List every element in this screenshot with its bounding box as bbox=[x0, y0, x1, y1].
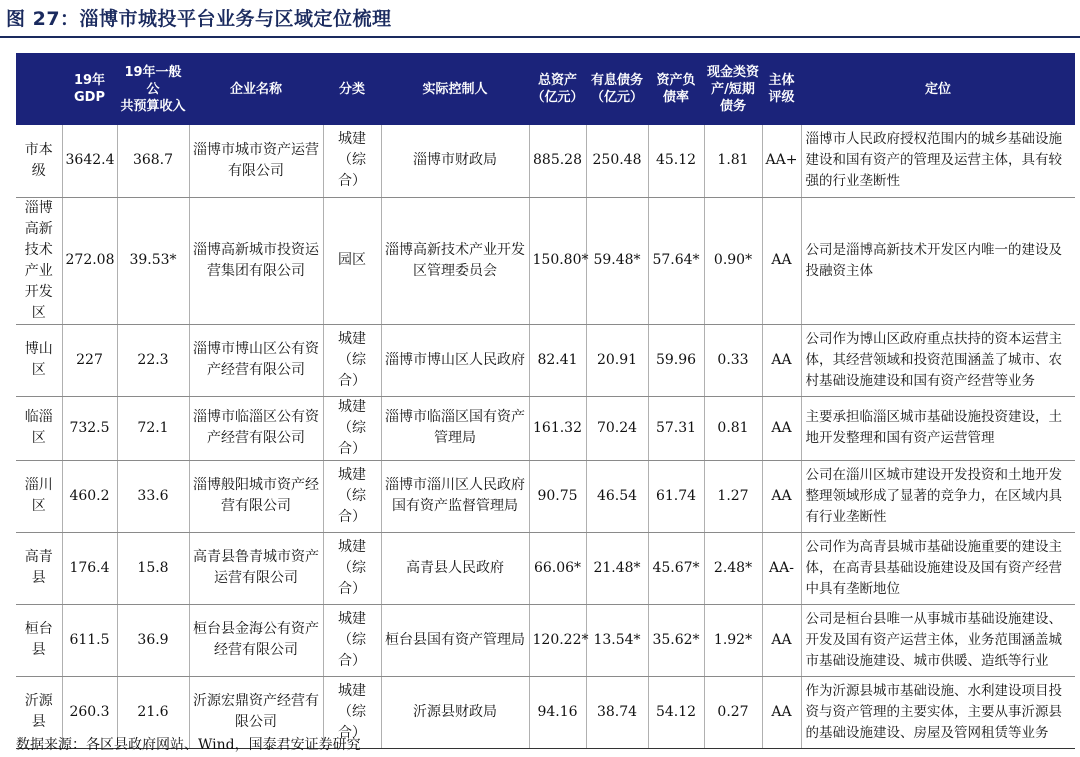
header-controller bbox=[381, 53, 529, 125]
table-row bbox=[16, 125, 1075, 197]
cell-revenue: 72.1 bbox=[117, 396, 189, 460]
cell-position: 公司在淄川区城市建设开发投资和土地开发整理领域形成了显著的竞争力，在区域内具有行业垄断性 bbox=[801, 460, 1075, 532]
table-row bbox=[16, 532, 1075, 604]
cell-revenue: 368.7 bbox=[117, 125, 189, 197]
title-rule bbox=[0, 36, 1080, 38]
table-row bbox=[16, 460, 1075, 532]
cell-assets: 66.06* bbox=[529, 532, 586, 604]
cell-rating: AA bbox=[762, 197, 801, 324]
cell-company: 淄博市博山区公有资产经营有限公司 bbox=[189, 324, 323, 396]
cell-revenue: 15.8 bbox=[117, 532, 189, 604]
cell-region: 临淄区 bbox=[16, 396, 62, 460]
cell-category: 城建（综合） bbox=[323, 676, 381, 748]
cell-debt: 20.91 bbox=[586, 324, 648, 396]
cell-position: 公司是桓台县唯一从事城市基础设施建设、开发及国有资产运营主体，业务范围涵盖城市基础设施建设、城市供暖、造纸等行业 bbox=[801, 604, 1075, 676]
cell-assets: 885.28 bbox=[529, 125, 586, 197]
cell-debt: 13.54* bbox=[586, 604, 648, 676]
cell-position: 公司作为博山区政府重点扶持的资本运营主体，其经营领域和投资范围涵盖了城市、农村基础设施建设和国有资产经营等业务 bbox=[801, 324, 1075, 396]
cell-company: 沂源宏鼎资产经营有限公司 bbox=[189, 676, 323, 748]
cell-gdp: 260.3 bbox=[62, 676, 117, 748]
table-row bbox=[16, 324, 1075, 396]
cell-controller: 淄博市临淄区国有资产管理局 bbox=[381, 396, 529, 460]
cell-rating: AA bbox=[762, 676, 801, 748]
header-line: 评级 bbox=[768, 90, 795, 105]
cell-controller: 淄博市淄川区人民政府国有资产监督管理局 bbox=[381, 460, 529, 532]
header-line: 主体 bbox=[768, 73, 795, 88]
cell-category: 城建（综合） bbox=[323, 396, 381, 460]
cell-region: 淄博高新技术产业开发区 bbox=[16, 197, 62, 324]
header-line: 19年 bbox=[73, 73, 106, 88]
cell-gdp: 611.5 bbox=[62, 604, 117, 676]
cell-cash: 2.48* bbox=[704, 532, 762, 604]
cell-category: 城建（综合） bbox=[323, 532, 381, 604]
cell-debt: 46.54 bbox=[586, 460, 648, 532]
header-company bbox=[189, 53, 323, 125]
cell-cash: 0.27 bbox=[704, 676, 762, 748]
header-line: （亿元） bbox=[590, 90, 643, 105]
cell-debt: 59.48* bbox=[586, 197, 648, 324]
header-assets bbox=[529, 53, 586, 125]
cell-category: 城建（综合） bbox=[323, 604, 381, 676]
cell-company: 桓台县金海公有资产经营有限公司 bbox=[189, 604, 323, 676]
header-position bbox=[801, 53, 1075, 125]
cell-revenue: 21.6 bbox=[117, 676, 189, 748]
cell-ratio: 57.64* bbox=[648, 197, 704, 324]
header-line: GDP bbox=[74, 90, 105, 105]
header-line: 企业名称 bbox=[229, 81, 282, 97]
cell-revenue: 22.3 bbox=[117, 324, 189, 396]
cell-cash: 0.81 bbox=[704, 396, 762, 460]
cell-position: 主要承担临淄区城市基础设施投资建设，土地开发整理和国有资产运营管理 bbox=[801, 396, 1075, 460]
table-row bbox=[16, 197, 1075, 324]
cell-ratio: 59.96 bbox=[648, 324, 704, 396]
header-line: 现金类资 bbox=[706, 64, 759, 80]
cell-ratio: 45.12 bbox=[648, 125, 704, 197]
cell-cash: 1.27 bbox=[704, 460, 762, 532]
cell-category: 城建（综合） bbox=[323, 125, 381, 197]
cell-company: 淄博高新城市投资运营集团有限公司 bbox=[189, 197, 323, 324]
cell-rating: AA- bbox=[762, 532, 801, 604]
header-line: 共预算收入 bbox=[120, 98, 186, 114]
header-line: 资产负 bbox=[656, 73, 696, 88]
header-line: 总资产 bbox=[537, 73, 577, 88]
figure-title: 图 27：淄博市城投平台业务与区域定位梳理 bbox=[6, 8, 392, 30]
cell-ratio: 35.62* bbox=[648, 604, 704, 676]
cell-category: 城建（综合） bbox=[323, 324, 381, 396]
cell-controller: 高青县人民政府 bbox=[381, 532, 529, 604]
cell-region: 桓台县 bbox=[16, 604, 62, 676]
header-line: 分类 bbox=[338, 81, 365, 97]
header-gdp bbox=[62, 53, 117, 125]
cell-revenue: 33.6 bbox=[117, 460, 189, 532]
cell-controller: 淄博市财政局 bbox=[381, 125, 529, 197]
cell-cash: 0.90* bbox=[704, 197, 762, 324]
header-line: 19年一般公 bbox=[124, 64, 182, 97]
cell-controller: 沂源县财政局 bbox=[381, 676, 529, 748]
table-row bbox=[16, 604, 1075, 676]
cell-position: 作为沂源县城市基础设施、水利建设项目投资与资产管理的主要实体，主要从事沂源县的基础设施建设、房屋及管网租赁等业务 bbox=[801, 676, 1075, 748]
platform-table bbox=[16, 53, 1075, 749]
cell-ratio: 54.12 bbox=[648, 676, 704, 748]
header-line: 债率 bbox=[662, 90, 689, 105]
cell-region: 博山区 bbox=[16, 324, 62, 396]
header-debt bbox=[586, 53, 648, 125]
cell-region: 淄川区 bbox=[16, 460, 62, 532]
table-header-row bbox=[16, 53, 1075, 125]
cell-assets: 82.41 bbox=[529, 324, 586, 396]
header-line: （亿元） bbox=[531, 90, 584, 105]
cell-gdp: 3642.4 bbox=[62, 125, 117, 197]
cell-region: 高青县 bbox=[16, 532, 62, 604]
cell-rating: AA bbox=[762, 460, 801, 532]
cell-debt: 250.48 bbox=[586, 125, 648, 197]
header-corner bbox=[16, 53, 62, 125]
cell-controller: 桓台县国有资产管理局 bbox=[381, 604, 529, 676]
header-cash bbox=[704, 53, 762, 125]
cell-debt: 70.24 bbox=[586, 396, 648, 460]
header-ratio bbox=[648, 53, 704, 125]
cell-ratio: 45.67* bbox=[648, 532, 704, 604]
cell-controller: 淄博高新技术产业开发区管理委员会 bbox=[381, 197, 529, 324]
cell-controller: 淄博市博山区人民政府 bbox=[381, 324, 529, 396]
cell-company: 高青县鲁青城市资产运营有限公司 bbox=[189, 532, 323, 604]
cell-ratio: 61.74 bbox=[648, 460, 704, 532]
header-category bbox=[323, 53, 381, 125]
cell-debt: 38.74 bbox=[586, 676, 648, 748]
table-row bbox=[16, 396, 1075, 460]
cell-region: 市本级 bbox=[16, 125, 62, 197]
cell-company: 淄博市城市资产运营有限公司 bbox=[189, 125, 323, 197]
cell-rating: AA bbox=[762, 604, 801, 676]
cell-assets: 150.80* bbox=[529, 197, 586, 324]
cell-cash: 1.92* bbox=[704, 604, 762, 676]
header-line: 债务 bbox=[719, 98, 746, 114]
cell-rating: AA bbox=[762, 396, 801, 460]
cell-revenue: 36.9 bbox=[117, 604, 189, 676]
source-note: 数据来源：各区县政府网站、Wind，国泰君安证券研究 bbox=[16, 737, 361, 753]
cell-category: 城建（综合） bbox=[323, 460, 381, 532]
cell-position: 公司作为高青县城市基础设施重要的建设主体，在高青县基础设施建设及国有资产经营中具有垄断地位 bbox=[801, 532, 1075, 604]
cell-assets: 90.75 bbox=[529, 460, 586, 532]
cell-debt: 21.48* bbox=[586, 532, 648, 604]
cell-gdp: 732.5 bbox=[62, 396, 117, 460]
header-rating bbox=[762, 53, 801, 125]
cell-rating: AA+ bbox=[762, 125, 801, 197]
cell-gdp: 272.08 bbox=[62, 197, 117, 324]
cell-cash: 1.81 bbox=[704, 125, 762, 197]
cell-assets: 161.32 bbox=[529, 396, 586, 460]
cell-cash: 0.33 bbox=[704, 324, 762, 396]
header-line: 有息债务 bbox=[590, 73, 643, 88]
cell-gdp: 460.2 bbox=[62, 460, 117, 532]
cell-company: 淄博市临淄区公有资产经营有限公司 bbox=[189, 396, 323, 460]
cell-ratio: 57.31 bbox=[648, 396, 704, 460]
header-line: 实际控制人 bbox=[422, 81, 488, 97]
header-line: 定位 bbox=[924, 81, 951, 97]
cell-gdp: 227 bbox=[62, 324, 117, 396]
header-revenue bbox=[117, 53, 189, 125]
cell-gdp: 176.4 bbox=[62, 532, 117, 604]
cell-position: 公司是淄博高新技术开发区内唯一的建设及投融资主体 bbox=[801, 197, 1075, 324]
cell-category: 园区 bbox=[323, 197, 381, 324]
cell-assets: 120.22* bbox=[529, 604, 586, 676]
cell-revenue: 39.53* bbox=[117, 197, 189, 324]
cell-assets: 94.16 bbox=[529, 676, 586, 748]
table-body bbox=[16, 125, 1075, 748]
cell-rating: AA bbox=[762, 324, 801, 396]
cell-position: 淄博市人民政府授权范围内的城乡基础设施建设和国有资产的管理及运营主体，具有较强的行业垄断性 bbox=[801, 125, 1075, 197]
cell-region: 沂源县 bbox=[16, 676, 62, 748]
header-line: 产/短期 bbox=[711, 81, 755, 97]
cell-company: 淄博般阳城市资产经营有限公司 bbox=[189, 460, 323, 532]
